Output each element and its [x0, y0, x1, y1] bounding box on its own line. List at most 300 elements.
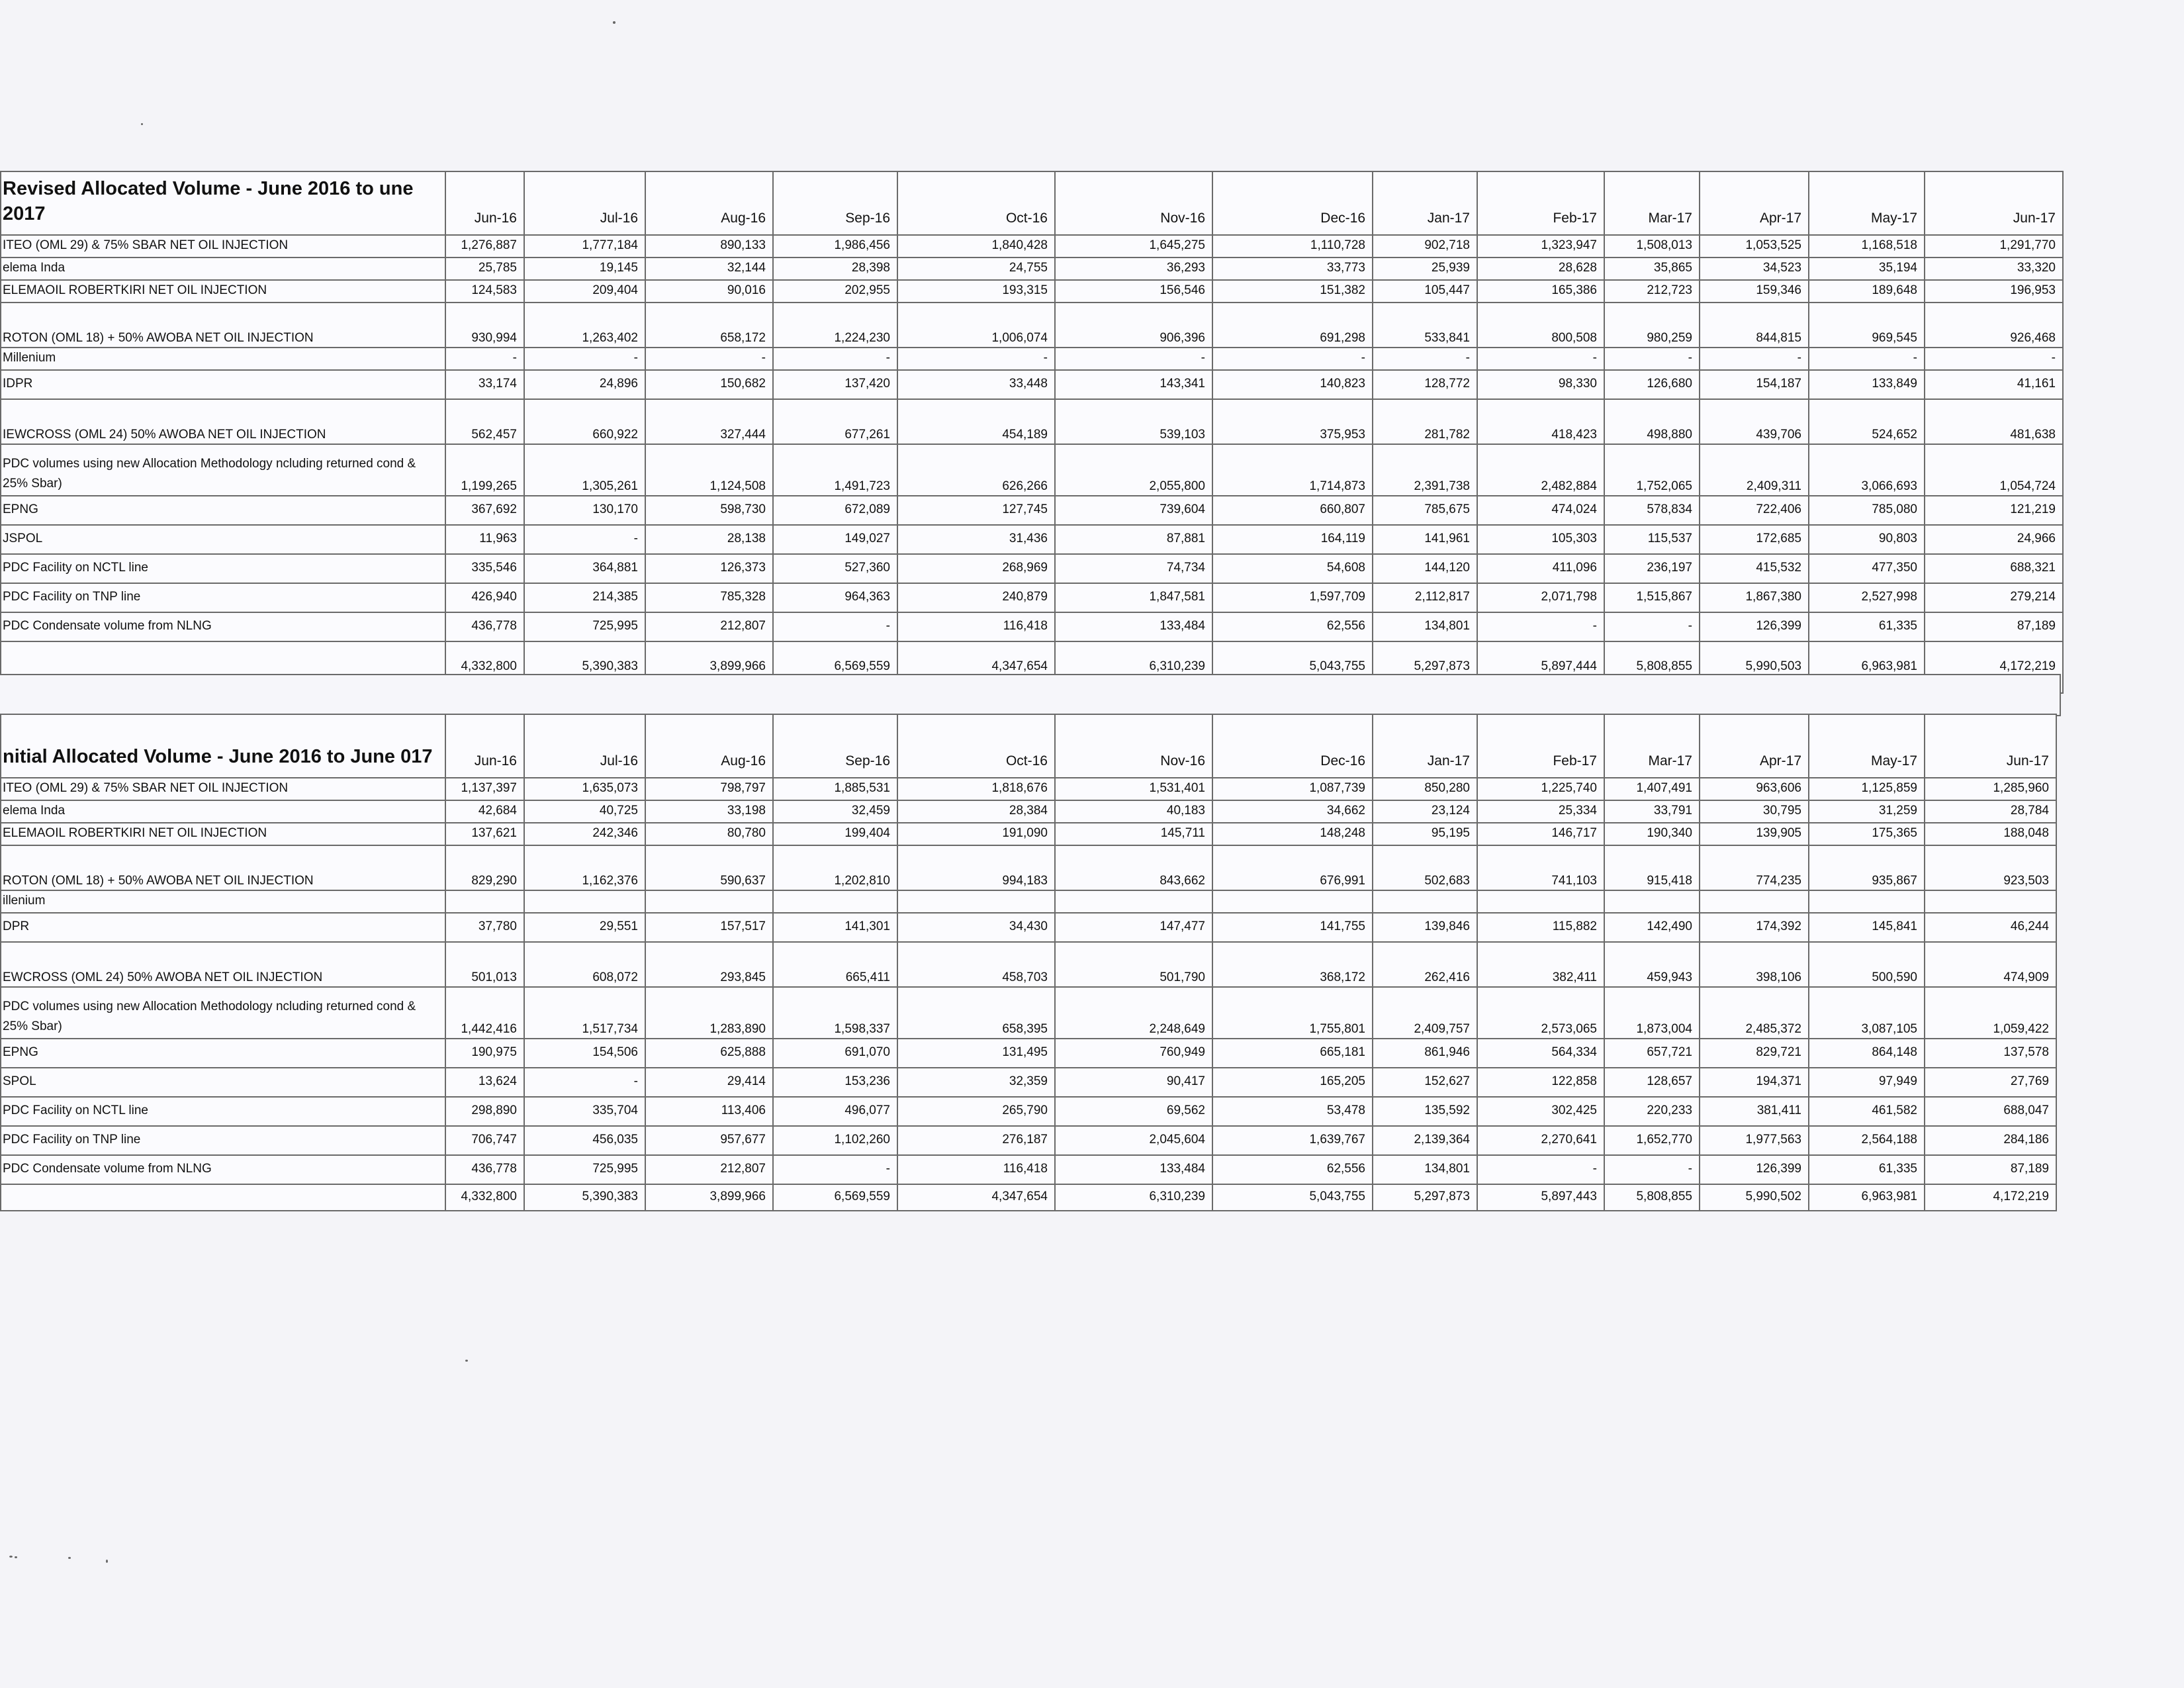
table-title: nitial Allocated Volume - June 2016 to June 017: [1, 714, 445, 778]
table-row: [1, 845, 2056, 890]
volume-cell: 957,677: [645, 1126, 773, 1155]
volume-cell: 212,807: [645, 612, 773, 641]
volume-cell: [1373, 890, 1477, 913]
volume-cell: -: [1373, 348, 1477, 370]
volume-cell: 242,346: [524, 823, 645, 845]
table-row: [1, 913, 2056, 942]
volume-cell: 74,734: [1055, 554, 1212, 583]
volume-cell: 209,404: [524, 280, 645, 303]
volume-cell: 137,621: [445, 823, 524, 845]
volume-cell: 2,527,998: [1809, 583, 1925, 612]
volume-cell: 1,168,518: [1809, 235, 1925, 258]
volume-cell: -: [773, 612, 897, 641]
volume-cell: 164,119: [1212, 525, 1373, 554]
row-label: EPNG: [1, 496, 445, 525]
total-cell: 5,808,855: [1604, 1184, 1700, 1211]
volume-cell: 133,849: [1809, 370, 1925, 399]
volume-cell: 156,546: [1055, 280, 1212, 303]
volume-cell: 335,546: [445, 554, 524, 583]
volume-cell: 524,652: [1809, 399, 1925, 444]
volume-cell: 906,396: [1055, 303, 1212, 348]
total-cell: 6,569,559: [773, 1184, 897, 1211]
volume-cell: 116,418: [897, 612, 1055, 641]
volume-cell: 500,590: [1809, 942, 1925, 987]
volume-cell: 2,055,800: [1055, 444, 1212, 496]
volume-cell: 165,386: [1477, 280, 1604, 303]
row-label: IDPR: [1, 370, 445, 399]
volume-cell: 153,236: [773, 1068, 897, 1097]
volume-cell: 122,858: [1477, 1068, 1604, 1097]
volume-cell: 539,103: [1055, 399, 1212, 444]
volume-cell: 148,248: [1212, 823, 1373, 845]
volume-cell: 2,564,188: [1809, 1126, 1925, 1155]
total-cell: 4,332,800: [445, 1184, 524, 1211]
volume-cell: 27,769: [1925, 1068, 2056, 1097]
month-header: Nov-16: [1055, 171, 1212, 235]
volume-cell: 212,723: [1604, 280, 1700, 303]
volume-cell: 665,411: [773, 942, 897, 987]
volume-cell: 31,436: [897, 525, 1055, 554]
volume-cell: 496,077: [773, 1097, 897, 1126]
volume-cell: 142,490: [1604, 913, 1700, 942]
volume-cell: 146,717: [1477, 823, 1604, 845]
volume-cell: 474,909: [1925, 942, 2056, 987]
volume-cell: 24,896: [524, 370, 645, 399]
volume-cell: 33,174: [445, 370, 524, 399]
table-row: [1, 1068, 2056, 1097]
volume-cell: 660,922: [524, 399, 645, 444]
table-row: [1, 1097, 2056, 1126]
row-label: PDC Facility on TNP line: [1, 583, 445, 612]
volume-cell: 115,537: [1604, 525, 1700, 554]
volume-cell: 144,120: [1373, 554, 1477, 583]
volume-cell: 459,943: [1604, 942, 1700, 987]
volume-cell: 477,350: [1809, 554, 1925, 583]
volume-cell: 454,189: [897, 399, 1055, 444]
volume-cell: 28,784: [1925, 800, 2056, 823]
total-cell: 6,310,239: [1055, 1184, 1212, 1211]
volume-cell: 90,016: [645, 280, 773, 303]
row-label: elema Inda: [1, 258, 445, 280]
volume-cell: 220,233: [1604, 1097, 1700, 1126]
volume-cell: 37,780: [445, 913, 524, 942]
volume-cell: 864,148: [1809, 1039, 1925, 1068]
volume-cell: 46,244: [1925, 913, 2056, 942]
row-label: ITEO (OML 29) & 75% SBAR NET OIL INJECTION: [1, 778, 445, 800]
volume-cell: 2,071,798: [1477, 583, 1604, 612]
volume-cell: 1,597,709: [1212, 583, 1373, 612]
table-row: [1, 235, 2063, 258]
volume-cell: [445, 890, 524, 913]
volume-cell: 843,662: [1055, 845, 1212, 890]
volume-cell: 90,803: [1809, 525, 1925, 554]
volume-cell: [1477, 890, 1604, 913]
volume-cell: 147,477: [1055, 913, 1212, 942]
month-header: Mar-17: [1604, 171, 1700, 235]
row-label: JSPOL: [1, 525, 445, 554]
volume-cell: 969,545: [1809, 303, 1925, 348]
scan-speck: [9, 1556, 13, 1558]
table-row: [1, 399, 2063, 444]
volume-cell: 25,939: [1373, 258, 1477, 280]
volume-cell: 95,195: [1373, 823, 1477, 845]
volume-cell: [1212, 890, 1373, 913]
volume-cell: 236,197: [1604, 554, 1700, 583]
volume-cell: 1,110,728: [1212, 235, 1373, 258]
volume-cell: 133,484: [1055, 612, 1212, 641]
month-header: Jun-16: [445, 714, 524, 778]
volume-cell: 533,841: [1373, 303, 1477, 348]
month-header: Feb-17: [1477, 171, 1604, 235]
volume-cell: 1,137,397: [445, 778, 524, 800]
volume-cell: 2,139,364: [1373, 1126, 1477, 1155]
volume-cell: 335,704: [524, 1097, 645, 1126]
row-label: PDC Facility on TNP line: [1, 1126, 445, 1155]
volume-cell: 1,305,261: [524, 444, 645, 496]
table-row: [1, 258, 2063, 280]
volume-cell: 188,048: [1925, 823, 2056, 845]
volume-cell: 284,186: [1925, 1126, 2056, 1155]
volume-cell: 62,556: [1212, 1155, 1373, 1184]
volume-cell: 124,583: [445, 280, 524, 303]
month-header: Dec-16: [1212, 714, 1373, 778]
total-row: [1, 1184, 2056, 1211]
volume-cell: 152,627: [1373, 1068, 1477, 1097]
volume-cell: 28,138: [645, 525, 773, 554]
volume-cell: 80,780: [645, 823, 773, 845]
month-header: Apr-17: [1700, 714, 1809, 778]
volume-cell: 785,328: [645, 583, 773, 612]
volume-cell: 963,606: [1700, 778, 1809, 800]
volume-cell: 1,714,873: [1212, 444, 1373, 496]
volume-cell: 688,047: [1925, 1097, 2056, 1126]
month-header: Jul-16: [524, 714, 645, 778]
total-cell: 5,990,503: [1700, 641, 1809, 693]
volume-cell: 760,949: [1055, 1039, 1212, 1068]
volume-cell: 145,711: [1055, 823, 1212, 845]
volume-cell: 126,399: [1700, 1155, 1809, 1184]
volume-cell: 1,054,724: [1925, 444, 2063, 496]
volume-cell: 42,684: [445, 800, 524, 823]
volume-cell: 677,261: [773, 399, 897, 444]
volume-cell: 33,448: [897, 370, 1055, 399]
volume-cell: 1,508,013: [1604, 235, 1700, 258]
volume-cell: 2,045,604: [1055, 1126, 1212, 1155]
volume-cell: 128,772: [1373, 370, 1477, 399]
volume-cell: 676,991: [1212, 845, 1373, 890]
volume-cell: 139,846: [1373, 913, 1477, 942]
row-label: IEWCROSS (OML 24) 50% AWOBA NET OIL INJECTION: [1, 399, 445, 444]
volume-cell: 23,124: [1373, 800, 1477, 823]
total-cell: 6,569,559: [773, 641, 897, 693]
volume-cell: 426,940: [445, 583, 524, 612]
row-label: SPOL: [1, 1068, 445, 1097]
volume-cell: 1,087,739: [1212, 778, 1373, 800]
row-label: EPNG: [1, 1039, 445, 1068]
volume-cell: 800,508: [1477, 303, 1604, 348]
volume-cell: 69,562: [1055, 1097, 1212, 1126]
total-cell: 5,990,502: [1700, 1184, 1809, 1211]
volume-cell: 134,801: [1373, 1155, 1477, 1184]
scan-speck: [15, 1556, 17, 1558]
volume-cell: 1,977,563: [1700, 1126, 1809, 1155]
volume-cell: 691,298: [1212, 303, 1373, 348]
volume-cell: 658,172: [645, 303, 773, 348]
table-row: [1, 303, 2063, 348]
volume-cell: 193,315: [897, 280, 1055, 303]
volume-cell: 1,291,770: [1925, 235, 2063, 258]
volume-cell: 980,259: [1604, 303, 1700, 348]
volume-cell: 665,181: [1212, 1039, 1373, 1068]
volume-cell: 1,635,073: [524, 778, 645, 800]
volume-cell: 1,847,581: [1055, 583, 1212, 612]
volume-cell: -: [773, 1155, 897, 1184]
volume-cell: 1,199,265: [445, 444, 524, 496]
volume-cell: 140,823: [1212, 370, 1373, 399]
volume-cell: -: [1477, 1155, 1604, 1184]
volume-cell: 128,657: [1604, 1068, 1700, 1097]
volume-cell: 13,624: [445, 1068, 524, 1097]
volume-cell: [897, 890, 1055, 913]
volume-cell: 62,556: [1212, 612, 1373, 641]
month-header: Nov-16: [1055, 714, 1212, 778]
volume-cell: 126,373: [645, 554, 773, 583]
volume-cell: 98,330: [1477, 370, 1604, 399]
row-label: ITEO (OML 29) & 75% SBAR NET OIL INJECTION: [1, 235, 445, 258]
month-header: Jun-16: [445, 171, 524, 235]
volume-cell: 930,994: [445, 303, 524, 348]
volume-cell: 660,807: [1212, 496, 1373, 525]
section-separator: [0, 674, 2061, 716]
volume-cell: 126,680: [1604, 370, 1700, 399]
volume-cell: 474,024: [1477, 496, 1604, 525]
volume-cell: 97,949: [1809, 1068, 1925, 1097]
volume-cell: 172,685: [1700, 525, 1809, 554]
volume-cell: 688,321: [1925, 554, 2063, 583]
scan-speck: [141, 123, 143, 125]
volume-cell: 53,478: [1212, 1097, 1373, 1126]
volume-cell: 327,444: [645, 399, 773, 444]
volume-cell: 415,532: [1700, 554, 1809, 583]
table-row: [1, 1155, 2056, 1184]
table-row: [1, 496, 2063, 525]
volume-cell: 706,747: [445, 1126, 524, 1155]
volume-cell: 105,447: [1373, 280, 1477, 303]
volume-cell: 141,755: [1212, 913, 1373, 942]
volume-cell: 498,880: [1604, 399, 1700, 444]
volume-cell: 2,409,757: [1373, 987, 1477, 1039]
volume-cell: 34,430: [897, 913, 1055, 942]
volume-cell: 2,112,817: [1373, 583, 1477, 612]
month-header: Dec-16: [1212, 171, 1373, 235]
volume-cell: 240,879: [897, 583, 1055, 612]
volume-cell: 113,406: [645, 1097, 773, 1126]
volume-cell: 30,795: [1700, 800, 1809, 823]
table-row: [1, 800, 2056, 823]
volume-cell: 725,995: [524, 612, 645, 641]
table-row: [1, 1039, 2056, 1068]
volume-cell: 411,096: [1477, 554, 1604, 583]
volume-cell: [645, 890, 773, 913]
month-header: May-17: [1809, 714, 1925, 778]
row-label: elema Inda: [1, 800, 445, 823]
total-cell: 5,897,443: [1477, 1184, 1604, 1211]
volume-cell: 190,340: [1604, 823, 1700, 845]
volume-cell: 2,482,884: [1477, 444, 1604, 496]
volume-cell: 24,755: [897, 258, 1055, 280]
volume-cell: 935,867: [1809, 845, 1925, 890]
table-row: [1, 280, 2063, 303]
volume-cell: 33,791: [1604, 800, 1700, 823]
table-row: [1, 890, 2056, 913]
volume-cell: -: [1925, 348, 2063, 370]
volume-cell: -: [524, 525, 645, 554]
volume-cell: 844,815: [1700, 303, 1809, 348]
month-header: May-17: [1809, 171, 1925, 235]
volume-cell: 1,006,074: [897, 303, 1055, 348]
volume-cell: 196,953: [1925, 280, 2063, 303]
scan-speck: [106, 1560, 108, 1563]
volume-cell: 501,790: [1055, 942, 1212, 987]
header-row: [1, 171, 2063, 235]
volume-cell: 54,608: [1212, 554, 1373, 583]
volume-cell: 36,293: [1055, 258, 1212, 280]
volume-cell: [1055, 890, 1212, 913]
volume-cell: [773, 890, 897, 913]
volume-cell: 1,202,810: [773, 845, 897, 890]
volume-cell: 33,198: [645, 800, 773, 823]
volume-cell: 1,639,767: [1212, 1126, 1373, 1155]
volume-cell: 25,785: [445, 258, 524, 280]
row-label: PDC Facility on NCTL line: [1, 1097, 445, 1126]
volume-cell: 29,551: [524, 913, 645, 942]
volume-cell: 19,145: [524, 258, 645, 280]
volume-cell: 121,219: [1925, 496, 2063, 525]
volume-cell: 28,628: [1477, 258, 1604, 280]
scan-speck: [613, 21, 615, 24]
volume-cell: 739,604: [1055, 496, 1212, 525]
volume-cell: 598,730: [645, 496, 773, 525]
volume-cell: 902,718: [1373, 235, 1477, 258]
volume-cell: 1,885,531: [773, 778, 897, 800]
volume-cell: 367,692: [445, 496, 524, 525]
volume-cell: 105,303: [1477, 525, 1604, 554]
volume-cell: -: [897, 348, 1055, 370]
volume-cell: 1,777,184: [524, 235, 645, 258]
volume-cell: 137,420: [773, 370, 897, 399]
month-header: Jul-16: [524, 171, 645, 235]
volume-cell: 1,491,723: [773, 444, 897, 496]
volume-cell: 154,506: [524, 1039, 645, 1068]
volume-cell: -: [645, 348, 773, 370]
table-row: [1, 554, 2063, 583]
volume-cell: 785,080: [1809, 496, 1925, 525]
volume-cell: 174,392: [1700, 913, 1809, 942]
volume-cell: 90,417: [1055, 1068, 1212, 1097]
volume-cell: [1809, 890, 1925, 913]
volume-cell: 1,053,525: [1700, 235, 1809, 258]
volume-cell: 481,638: [1925, 399, 2063, 444]
volume-cell: 11,963: [445, 525, 524, 554]
volume-cell: 436,778: [445, 612, 524, 641]
volume-cell: 28,398: [773, 258, 897, 280]
month-header: Oct-16: [897, 714, 1055, 778]
total-cell: 6,310,239: [1055, 641, 1212, 693]
total-cell: 4,347,654: [897, 1184, 1055, 1211]
volume-cell: 41,161: [1925, 370, 2063, 399]
volume-cell: 658,395: [897, 987, 1055, 1039]
volume-cell: 785,675: [1373, 496, 1477, 525]
row-label: Millenium: [1, 348, 445, 370]
volume-cell: 175,365: [1809, 823, 1925, 845]
volume-cell: [1700, 890, 1809, 913]
volume-cell: 2,391,738: [1373, 444, 1477, 496]
volume-cell: 157,517: [645, 913, 773, 942]
table-row: [1, 942, 2056, 987]
volume-cell: 281,782: [1373, 399, 1477, 444]
month-header: Aug-16: [645, 171, 773, 235]
volume-cell: 1,818,676: [897, 778, 1055, 800]
volume-cell: 829,290: [445, 845, 524, 890]
volume-cell: 657,721: [1604, 1039, 1700, 1068]
volume-cell: 32,359: [897, 1068, 1055, 1097]
volume-cell: 2,409,311: [1700, 444, 1809, 496]
volume-cell: 61,335: [1809, 612, 1925, 641]
volume-cell: 212,807: [645, 1155, 773, 1184]
table-row: [1, 525, 2063, 554]
volume-cell: 115,882: [1477, 913, 1604, 942]
volume-cell: 375,953: [1212, 399, 1373, 444]
volume-cell: 268,969: [897, 554, 1055, 583]
volume-cell: 33,320: [1925, 258, 2063, 280]
volume-cell: 33,773: [1212, 258, 1373, 280]
volume-cell: 191,090: [897, 823, 1055, 845]
volume-cell: 40,725: [524, 800, 645, 823]
volume-cell: 127,745: [897, 496, 1055, 525]
volume-cell: 150,682: [645, 370, 773, 399]
volume-cell: 418,423: [1477, 399, 1604, 444]
volume-cell: -: [1477, 612, 1604, 641]
total-label: [1, 1184, 445, 1211]
month-header: Jun-17: [1925, 714, 2056, 778]
row-label: ELEMAOIL ROBERTKIRI NET OIL INJECTION: [1, 280, 445, 303]
volume-cell: 1,285,960: [1925, 778, 2056, 800]
volume-cell: 194,371: [1700, 1068, 1809, 1097]
volume-cell: 1,323,947: [1477, 235, 1604, 258]
volume-cell: 116,418: [897, 1155, 1055, 1184]
initial-allocation-table: [0, 714, 2057, 1211]
volume-cell: -: [1212, 348, 1373, 370]
header-row: [1, 714, 2056, 778]
volume-cell: 32,144: [645, 258, 773, 280]
total-cell: 3,899,966: [645, 1184, 773, 1211]
total-cell: 5,897,444: [1477, 641, 1604, 693]
row-label: PDC Condensate volume from NLNG: [1, 1155, 445, 1184]
table-row: [1, 612, 2063, 641]
volume-cell: -: [524, 1068, 645, 1097]
volume-cell: 189,648: [1809, 280, 1925, 303]
volume-cell: 154,187: [1700, 370, 1809, 399]
volume-cell: 61,335: [1809, 1155, 1925, 1184]
volume-cell: 1,224,230: [773, 303, 897, 348]
row-label: PDC Facility on NCTL line: [1, 554, 445, 583]
volume-cell: 2,270,641: [1477, 1126, 1604, 1155]
volume-cell: 1,442,416: [445, 987, 524, 1039]
volume-cell: 199,404: [773, 823, 897, 845]
volume-cell: 382,411: [1477, 942, 1604, 987]
total-cell: 6,963,981: [1809, 1184, 1925, 1211]
volume-cell: 135,592: [1373, 1097, 1477, 1126]
